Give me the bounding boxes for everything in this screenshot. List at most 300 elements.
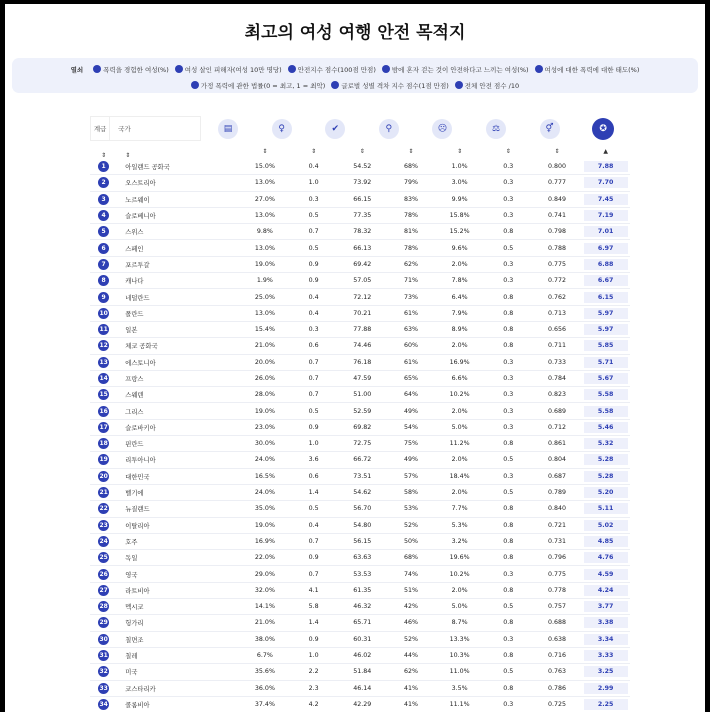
- table-cell: 1.0: [308, 179, 319, 187]
- table-cell: 0.3: [503, 277, 514, 285]
- table-cell: 3.0%: [451, 179, 468, 187]
- country-name: 스웨덴: [125, 392, 144, 400]
- table-cell: 78%: [403, 212, 418, 220]
- table-cell: 19.0%: [254, 521, 275, 529]
- table-cell: 0.861: [547, 440, 566, 448]
- table-cell: 0.8: [503, 342, 514, 350]
- table-cell: 7.9%: [451, 309, 468, 317]
- total-score: 5.28: [584, 454, 628, 465]
- country-name: 오스트리아: [125, 180, 156, 188]
- country-name: 칠레: [125, 653, 138, 661]
- table-cell: 7.8%: [451, 277, 468, 285]
- country-name: 뉴질랜드: [125, 506, 150, 514]
- table-cell: 0.9: [308, 635, 319, 643]
- table-cell: 14.1%: [254, 603, 275, 611]
- table-cell: 3.5%: [451, 684, 468, 692]
- table-row: [90, 566, 630, 582]
- table-cell: 6.4%: [451, 293, 468, 301]
- table-cell: 0.8: [503, 440, 514, 448]
- table-cell: 0.804: [547, 456, 566, 464]
- sort-button[interactable]: ⇕: [554, 147, 560, 155]
- rank-badge: 21: [99, 489, 108, 497]
- table-cell: 0.775: [547, 260, 566, 268]
- table-cell: 0.711: [547, 342, 566, 350]
- table-cell: 0.8: [503, 586, 514, 594]
- country-name: 칠면조: [125, 636, 144, 644]
- table-cell: 5.8: [308, 603, 319, 611]
- table-cell: 76.18: [353, 358, 372, 366]
- table-cell: 13.0%: [254, 212, 275, 220]
- table-cell: 69.82: [353, 423, 372, 431]
- table-cell: 16.9%: [449, 358, 470, 366]
- total-score: 3.25: [584, 666, 628, 677]
- table-cell: 16.5%: [254, 472, 275, 480]
- total-score: 5.11: [584, 503, 628, 514]
- table-cell: 42.29: [353, 700, 372, 708]
- table-cell: 1.0%: [451, 163, 468, 171]
- country-name: 슬로바키아: [125, 424, 156, 432]
- country-name: 그리스: [125, 408, 144, 416]
- table-cell: 0.5: [308, 244, 319, 252]
- sort-button[interactable]: ⇕: [359, 147, 365, 155]
- table-cell: 0.8: [503, 521, 514, 529]
- total-score: 6.97: [584, 243, 628, 254]
- total-score: 4.76: [584, 552, 628, 563]
- table-cell: 0.6: [308, 342, 319, 350]
- country-name: 멕시코: [125, 604, 144, 612]
- table-cell: 41%: [403, 700, 418, 708]
- table-cell: 2.2: [308, 668, 319, 676]
- gender-gap-icon: [331, 81, 339, 89]
- sort-button[interactable]: ⇕: [505, 147, 511, 155]
- table-cell: 61%: [403, 309, 418, 317]
- table-row: [90, 632, 630, 648]
- country-name: 벨기에: [125, 490, 144, 498]
- sort-button[interactable]: ⇕: [457, 147, 463, 155]
- report-icon: ▤: [218, 119, 238, 139]
- country-header[interactable]: 국가: [110, 116, 201, 141]
- country-name: 스위스: [125, 229, 144, 237]
- total-score: 7.19: [584, 210, 628, 221]
- table-cell: 38.0%: [254, 635, 275, 643]
- table-cell: 0.5: [308, 212, 319, 220]
- total-score: 5.20: [584, 487, 628, 498]
- table-cell: 0.8: [503, 554, 514, 562]
- rank-badge: 5: [98, 226, 109, 237]
- table-row: [90, 257, 630, 273]
- rank-badge: 32: [99, 668, 108, 676]
- table-cell: 0.762: [547, 293, 566, 301]
- table-row: [90, 534, 630, 550]
- rank-header[interactable]: 계급: [90, 116, 110, 141]
- legend-item: [382, 65, 529, 74]
- rank-badge: 28: [99, 603, 108, 611]
- table-cell: 0.3: [503, 423, 514, 431]
- rank-badge: 22: [99, 505, 108, 513]
- table-row: [90, 550, 630, 566]
- rank-badge: 1: [98, 161, 109, 172]
- table-row: [90, 664, 630, 680]
- table-cell: 49%: [403, 456, 418, 464]
- table-cell: 52.59: [353, 407, 372, 415]
- sort-button[interactable]: ▲: [603, 147, 608, 155]
- table-cell: 0.8: [503, 228, 514, 236]
- total-score: 3.34: [584, 634, 628, 645]
- table-cell: 28.0%: [254, 391, 275, 399]
- table-cell: 0.840: [547, 505, 566, 513]
- table-cell: 56.70: [353, 505, 372, 513]
- table-row: [90, 322, 630, 338]
- table-cell: 57.05: [353, 277, 372, 285]
- table-row: [90, 648, 630, 664]
- gavel-icon: ⚖: [486, 119, 506, 139]
- female-figure-icon: ♀: [272, 119, 292, 139]
- table-cell: 0.3: [503, 179, 514, 187]
- face-icon: ☹: [432, 119, 452, 139]
- table-cell: 64%: [403, 391, 418, 399]
- table-cell: 61.35: [353, 586, 372, 594]
- table-cell: 0.3: [503, 212, 514, 220]
- table-row: [90, 469, 630, 485]
- table-cell: 0.784: [547, 375, 566, 382]
- gender-gap-icon: ⚥: [540, 119, 560, 139]
- table-cell: 2.3: [308, 684, 319, 692]
- table-cell: 0.7: [308, 358, 319, 366]
- table-cell: 19.0%: [254, 260, 275, 268]
- country-name: 에스토니아: [125, 359, 156, 367]
- legend-item-label: 밤에 혼자 걷는 것이 안전하다고 느끼는 여성(%): [391, 65, 529, 74]
- column-header[interactable]: [362, 118, 416, 140]
- table-cell: 0.8: [503, 326, 514, 334]
- table-cell: 0.8: [503, 684, 514, 692]
- table-cell: 25.0%: [254, 293, 275, 301]
- total-score: 4.24: [584, 585, 628, 596]
- table-cell: 24.0%: [254, 489, 275, 497]
- total-score: 5.28: [584, 471, 628, 482]
- table-cell: 0.8: [503, 652, 514, 660]
- table-header: [90, 116, 630, 141]
- table-cell: 0.7: [308, 391, 319, 399]
- table-cell: 73%: [403, 293, 418, 301]
- table-cell: 0.3: [503, 700, 514, 708]
- country-name: 대한민국: [125, 473, 150, 481]
- table-cell: 2.0%: [451, 456, 468, 464]
- total-score: 7.88: [584, 161, 628, 172]
- table-cell: 19.6%: [449, 554, 470, 562]
- total-score: 5.46: [584, 422, 628, 433]
- table-cell: 68%: [403, 163, 418, 171]
- table-cell: 0.7: [308, 375, 319, 382]
- table-cell: 29.0%: [254, 570, 275, 578]
- table-cell: 61%: [403, 358, 418, 366]
- total-score: 5.71: [584, 357, 628, 368]
- table-cell: 18.4%: [449, 472, 470, 480]
- table-cell: 0.5: [308, 407, 319, 415]
- table-cell: 0.656: [547, 326, 566, 334]
- table-cell: 15.2%: [449, 228, 470, 236]
- table-cell: 2.0%: [451, 489, 468, 497]
- sort-country-button[interactable]: ⇕: [125, 151, 131, 159]
- walking-icon: ⚲: [379, 119, 399, 139]
- legend-item: [535, 65, 640, 74]
- country-name: 프랑스: [125, 376, 144, 383]
- rank-badge: 11: [99, 326, 108, 334]
- column-header[interactable]: [416, 118, 470, 140]
- table-cell: 15.8%: [449, 212, 470, 220]
- legend-item-label: 여성 살인 피해자(여성 10만 명당): [184, 65, 282, 74]
- table-row: [90, 485, 630, 501]
- table-cell: 73.92: [353, 179, 372, 187]
- table-cell: 73.51: [353, 472, 372, 480]
- country-name: 노르웨이: [125, 196, 150, 204]
- table-cell: 0.8: [503, 309, 514, 317]
- legend-item-label: 전체 안전 점수 /10: [464, 81, 520, 90]
- table-cell: 79%: [403, 179, 418, 187]
- table-row: [90, 436, 630, 452]
- table-cell: 0.4: [308, 163, 319, 171]
- table-cell: 8.9%: [451, 326, 468, 334]
- table-cell: 58%: [403, 489, 418, 497]
- table-cell: 52%: [403, 521, 418, 529]
- rank-badge: 14: [99, 375, 108, 382]
- table-row: [90, 240, 630, 256]
- table-cell: 0.849: [547, 195, 566, 203]
- country-name: 영국: [125, 571, 138, 579]
- country-name: 콜롬비아: [125, 701, 150, 709]
- table-cell: 9.9%: [451, 195, 468, 203]
- table-cell: 78.32: [353, 228, 372, 236]
- table-cell: 63%: [403, 326, 418, 334]
- column-header[interactable]: [576, 118, 630, 140]
- table-cell: 0.3: [308, 326, 319, 334]
- rank-badge: 18: [99, 440, 108, 448]
- table-cell: 35.6%: [254, 668, 275, 676]
- table-cell: 0.3: [503, 407, 514, 415]
- table-cell: 0.798: [547, 228, 566, 236]
- legend-item-label: 가정 폭력에 관한 법률(0 = 최고, 1 = 최악): [200, 81, 326, 90]
- column-header[interactable]: [255, 118, 309, 140]
- table-cell: 4.2: [308, 700, 319, 708]
- table-cell: 7.7%: [451, 505, 468, 513]
- table-cell: 3.2%: [451, 537, 468, 545]
- table-cell: 62%: [403, 260, 418, 268]
- shield-check-icon: [288, 65, 296, 73]
- column-header[interactable]: [201, 118, 255, 140]
- total-score: 5.32: [584, 438, 628, 449]
- table-cell: 60%: [403, 342, 418, 350]
- table-cell: 16.9%: [254, 537, 275, 545]
- table-cell: 0.3: [503, 358, 514, 366]
- table-cell: 54.80: [353, 521, 372, 529]
- table-cell: 0.3: [308, 195, 319, 203]
- rank-badge: 24: [99, 537, 108, 545]
- rank-badge: 30: [99, 635, 108, 643]
- sort-button[interactable]: ⇕: [311, 147, 317, 155]
- table-cell: 0.716: [547, 652, 566, 660]
- table-cell: 15.4%: [254, 326, 275, 334]
- table-cell: 9.8%: [256, 228, 273, 236]
- legend-item: [93, 65, 169, 74]
- table-cell: 1.9%: [256, 277, 273, 285]
- table-cell: 5.3%: [451, 521, 468, 529]
- table-cell: 70.21: [353, 309, 372, 317]
- table-cell: 0.6: [308, 472, 319, 480]
- ranking-table: [90, 116, 630, 712]
- column-header[interactable]: [308, 118, 362, 140]
- legend-item-label: 안전지수 점수(100점 만점): [297, 65, 376, 74]
- total-score: 5.85: [584, 340, 628, 351]
- table-cell: 8.7%: [451, 619, 468, 627]
- table-cell: 0.3: [503, 260, 514, 268]
- table-cell: 4.1: [308, 586, 319, 594]
- table-cell: 32.0%: [254, 586, 275, 594]
- table-cell: 54%: [403, 423, 418, 431]
- rank-badge: 6: [98, 243, 109, 254]
- column-header[interactable]: [523, 118, 577, 140]
- total-score: 5.58: [584, 389, 628, 400]
- table-cell: 0.687: [547, 472, 566, 480]
- table-cell: 37.4%: [254, 700, 275, 708]
- table-cell: 47.59: [353, 375, 372, 382]
- country-name: 폴란드: [125, 310, 144, 318]
- total-score: 6.15: [584, 292, 628, 303]
- table-row: [90, 403, 630, 419]
- table-cell: 0.5: [503, 456, 514, 464]
- table-cell: 75%: [403, 440, 418, 448]
- table-row: [90, 697, 630, 712]
- table-cell: 3.6: [308, 456, 319, 464]
- table-cell: 53%: [403, 505, 418, 513]
- rank-badge: 9: [98, 292, 109, 303]
- table-cell: 0.713: [547, 309, 566, 317]
- sort-button[interactable]: ⇕: [408, 147, 414, 155]
- table-cell: 0.4: [308, 293, 319, 301]
- total-score: 5.67: [584, 373, 628, 384]
- sort-row: [90, 145, 630, 157]
- legend-row: [12, 61, 698, 77]
- table-cell: 50%: [403, 537, 418, 545]
- country-name: 핀란드: [125, 441, 144, 449]
- table-row: [90, 224, 630, 240]
- column-header[interactable]: [469, 118, 523, 140]
- legend-item-label: 글로벌 성별 격차 지수 점수(1점 만점): [341, 81, 449, 90]
- table-cell: 57%: [403, 472, 418, 480]
- table-cell: 52%: [403, 635, 418, 643]
- table-cell: 0.757: [547, 603, 566, 611]
- table-cell: 0.3: [503, 570, 514, 578]
- shield-check-icon: ✔: [325, 119, 345, 139]
- table-cell: 60.31: [353, 635, 372, 643]
- table-cell: 66.72: [353, 456, 372, 464]
- table-cell: 1.0: [308, 652, 319, 660]
- rank-badge: 34: [99, 700, 108, 708]
- total-score: 6.88: [584, 259, 628, 270]
- table-cell: 0.725: [547, 700, 566, 708]
- table-row: [90, 208, 630, 224]
- table-cell: 51.84: [353, 668, 372, 676]
- sort-rank-button[interactable]: ⇕: [101, 151, 107, 159]
- table-cell: 0.7: [308, 228, 319, 236]
- table-cell: 0.9: [308, 277, 319, 285]
- table-cell: 5.0%: [451, 603, 468, 611]
- legend-row: [12, 77, 698, 93]
- country-name: 스페인: [125, 245, 144, 253]
- table-cell: 65.71: [353, 619, 372, 627]
- table-cell: 71%: [403, 277, 418, 285]
- table-row: [90, 289, 630, 305]
- total-score: 6.67: [584, 275, 628, 286]
- table-cell: 49%: [403, 407, 418, 415]
- table-cell: 26.0%: [254, 375, 275, 382]
- table-cell: 13.0%: [254, 309, 275, 317]
- table-cell: 0.8: [503, 293, 514, 301]
- table-cell: 72.12: [353, 293, 372, 301]
- table-cell: 0.8: [503, 619, 514, 627]
- table-cell: 0.5: [503, 244, 514, 252]
- table-cell: 0.786: [547, 684, 566, 692]
- rank-badge: 26: [99, 570, 108, 578]
- table-body: [90, 159, 630, 712]
- rank-badge: 16: [99, 407, 108, 415]
- country-name: 체코 공화국: [125, 343, 158, 351]
- rank-badge: 3: [98, 194, 109, 205]
- legend-item: [288, 65, 376, 74]
- table-cell: 0.5: [308, 505, 319, 513]
- table-cell: 0.778: [547, 586, 566, 594]
- legend-item-label: 폭력을 경험한 여성(%): [103, 65, 169, 74]
- country-name: 코스타리카: [125, 685, 156, 693]
- sort-button[interactable]: ⇕: [262, 147, 268, 155]
- table-cell: 77.88: [353, 326, 372, 334]
- table-cell: 0.731: [547, 537, 566, 545]
- rank-badge: 17: [99, 423, 108, 431]
- table-cell: 0.5: [503, 489, 514, 497]
- table-cell: 22.0%: [254, 554, 275, 562]
- rank-badge: 31: [99, 652, 108, 660]
- total-score: 2.25: [584, 699, 628, 710]
- total-score: 3.33: [584, 650, 628, 661]
- table-cell: 0.3: [503, 195, 514, 203]
- table-cell: 24.0%: [254, 456, 275, 464]
- gavel-icon: [191, 81, 199, 89]
- rank-badge: 33: [99, 684, 108, 692]
- table-row: [90, 371, 630, 387]
- table-cell: 27.0%: [254, 195, 275, 203]
- table-cell: 0.3: [503, 163, 514, 171]
- table-cell: 0.800: [547, 163, 566, 171]
- country-name: 헝가리: [125, 620, 144, 628]
- table-cell: 54.62: [353, 489, 372, 497]
- table-row: [90, 338, 630, 354]
- table-cell: 54.52: [353, 163, 372, 171]
- table-cell: 2.0%: [451, 342, 468, 350]
- table-row: [90, 501, 630, 517]
- table-cell: 65%: [403, 375, 418, 382]
- table-cell: 2.0%: [451, 260, 468, 268]
- table-cell: 10.2%: [449, 570, 470, 578]
- table-cell: 9.6%: [451, 244, 468, 252]
- legend-item: [175, 65, 282, 74]
- table-cell: 72.75: [353, 440, 372, 448]
- table-row: [90, 306, 630, 322]
- table-cell: 15.0%: [254, 163, 275, 171]
- table-row: [90, 355, 630, 371]
- rank-badge: 7: [98, 259, 109, 270]
- table-cell: 69.42: [353, 260, 372, 268]
- table-cell: 0.7: [308, 537, 319, 545]
- table-cell: 0.741: [547, 212, 566, 220]
- table-cell: 46.14: [353, 684, 372, 692]
